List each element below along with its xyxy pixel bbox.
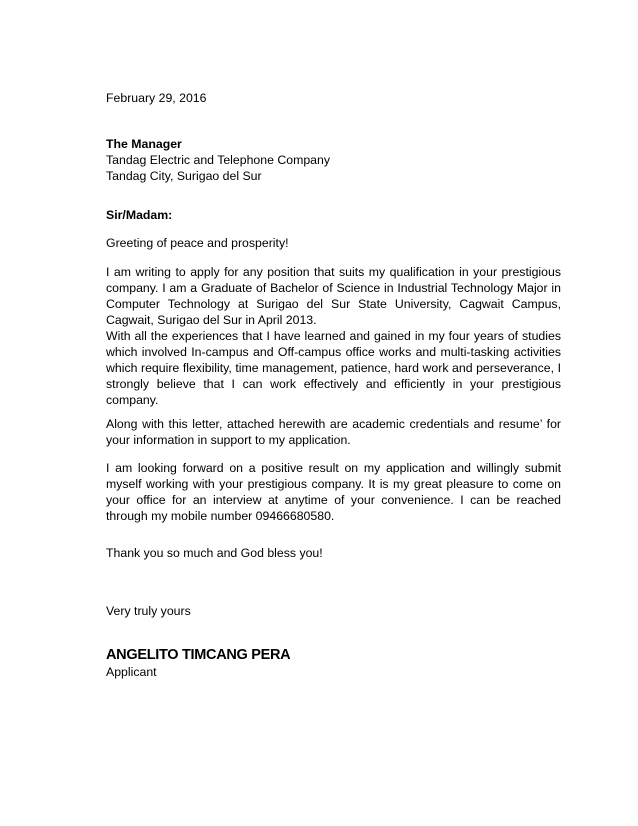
closing-thanks: Thank you so much and God bless you!: [106, 546, 323, 560]
signatory-role: Applicant: [106, 665, 157, 679]
signatory-name: ANGELITO TIMCANG PERA: [106, 647, 291, 663]
complimentary-close: Very truly yours: [106, 604, 191, 618]
greeting: Greeting of peace and prosperity!: [106, 236, 289, 250]
salutation: Sir/Madam:: [106, 208, 173, 222]
body-paragraph-2: With all the experiences that I have learned and gained in my four years of studies which involved In-campus and Off-campus office works and multi-tasking activities which require flexibility, time management, patience, hard work and perseverance, I strongly believe that I can work effectively and efficiently in your prestigious company.: [106, 329, 561, 407]
letter-date: February 29, 2016: [106, 91, 207, 105]
body-paragraph-3: Along with this letter, attached herewith are academic credentials and resume’ for your information in support to my application.: [106, 417, 561, 447]
recipient-company: Tandag Electric and Telephone Company: [106, 153, 330, 167]
body-paragraph-1: I am writing to apply for any position that suits my qualification in your prestigious company. I am a Graduate of Bachelor of Science in Industrial Technology Major in Computer Technology at Surigao del Sur State University, Cagwait Campus, Cagwait, Surigao del Sur in April 2013.: [106, 265, 561, 327]
recipient-title: The Manager: [106, 137, 182, 151]
letter-page: [106, 0, 561, 826]
recipient-address: Tandag City, Surigao del Sur: [106, 169, 262, 183]
body-paragraph-4: I am looking forward on a positive result on my application and willingly submit myself working with your prestigious company. It is my great pleasure to come on your office for an interview at anytime of your convenience. I can be reached through my mobile number 09466680580.: [106, 461, 561, 523]
